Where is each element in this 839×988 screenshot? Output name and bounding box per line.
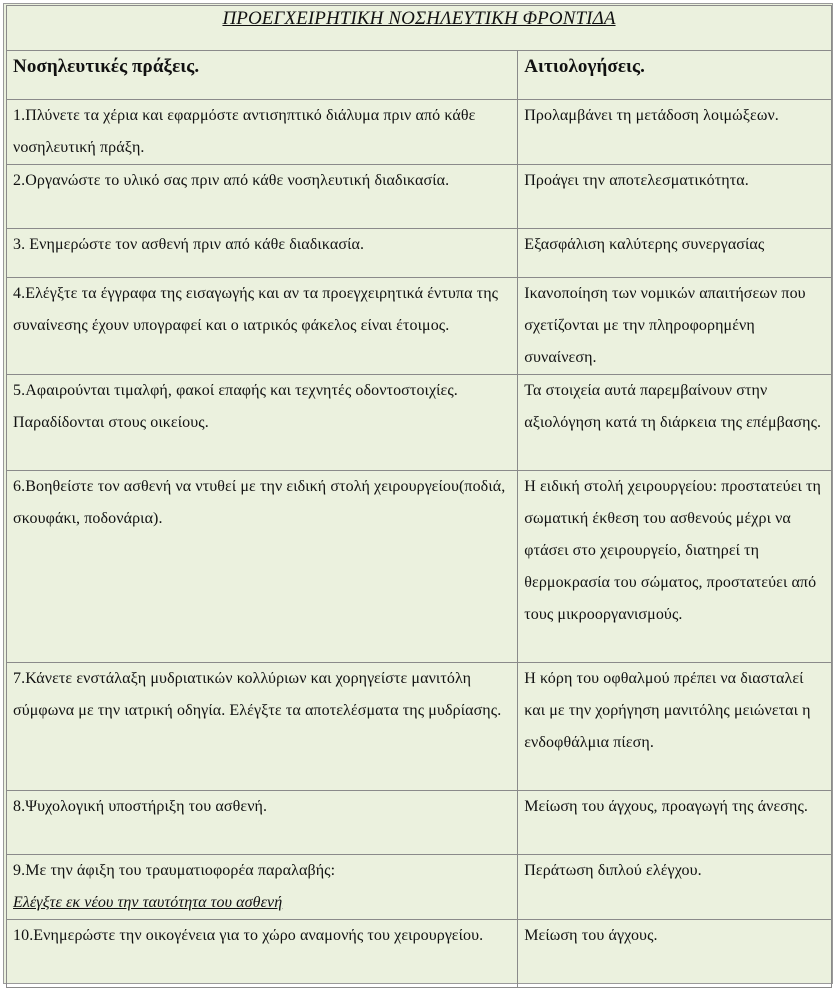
table-row — [7, 100, 832, 165]
action-cell: 6.Βοηθείστε τον ασθενή να ντυθεί με την ειδική στολή χειρουργείου(ποδιά, σκουφάκι, ποδονάρια). — [7, 471, 518, 663]
table-row — [7, 920, 832, 988]
reason-cell: Τα στοιχεία αυτά παρεμβαίνουν στην αξιολόγηση κατά τη διάρκεια της επέμβασης. — [518, 375, 832, 471]
document-sheet — [3, 3, 833, 984]
action-cell: 4.Ελέγξτε τα έγγραφα της εισαγωγής και αν τα προεγχειρητικά έντυπα της συναίνεσης έχουν υπογραφεί και ο ιατρικός φάκελος είναι έτοιμος. — [7, 278, 518, 375]
action-note: Ελέγξτε εκ νέου την ταυτότητα του ασθενή — [13, 894, 283, 911]
header-reasons: Αιτιολογήσεις. — [518, 51, 832, 100]
reason-cell: Μείωση του άγχους, προαγωγή της άνεσης. — [518, 791, 832, 855]
action-cell — [7, 855, 518, 920]
reason-cell: Μείωση του άγχους. — [518, 920, 832, 988]
reason-cell: Η κόρη του οφθαλμού πρέπει να διασταλεί και με την χορήγηση μανιτόλης μειώνεται η ενδοφθάλμια πίεση. — [518, 663, 832, 791]
title-row — [7, 6, 832, 51]
table-row — [7, 278, 832, 375]
page-title: ΠΡΟΕΓΧΕΙΡΗΤΙΚΗ ΝΟΣΗΛΕΥΤΙΚΗ ΦΡΟΝΤΙΔΑ — [222, 8, 616, 29]
reason-cell: Ικανοποίηση των νομικών απαιτήσεων που σχετίζονται με την πληροφορημένη συναίνεση. — [518, 278, 832, 375]
action-text: 9.Με την άφιξη του τραυματιοφορέα παραλαβής: — [13, 862, 336, 879]
table-row — [7, 791, 832, 855]
action-cell: 10.Ενημερώστε την οικογένεια για το χώρο αναμονής του χειρουργείου. — [7, 920, 518, 988]
reason-cell: Προάγει την αποτελεσματικότητα. — [518, 165, 832, 229]
action-cell: 1.Πλύνετε τα χέρια και εφαρμόστε αντισηπτικό διάλυμα πριν από κάθε νοσηλευτική πράξη. — [7, 100, 518, 165]
reason-cell: Περάτωση διπλού ελέγχου. — [518, 855, 832, 920]
table-row — [7, 471, 832, 663]
table-row — [7, 375, 832, 471]
action-cell: 7.Κάνετε ενστάλαξη μυδριατικών κολλύριων και χορηγείστε μανιτόλη σύμφωνα με την ιατρική οδηγία. Ελέγξτε τα αποτελέσματα της μυδρίασης. — [7, 663, 518, 791]
table-row — [7, 663, 832, 791]
header-row — [7, 51, 832, 100]
header-actions: Νοσηλευτικές πράξεις. — [7, 51, 518, 100]
action-cell: 2.Οργανώστε το υλικό σας πριν από κάθε νοσηλευτική διαδικασία. — [7, 165, 518, 229]
table-row — [7, 165, 832, 229]
action-cell: 3. Ενημερώστε τον ασθενή πριν από κάθε διαδικασία. — [7, 229, 518, 278]
table-row — [7, 855, 832, 920]
title-cell — [7, 6, 832, 51]
reason-cell: Η ειδική στολή χειρουργείου: προστατεύει τη σωματική έκθεση του ασθενούς μέχρι να φτάσει στο χειρουργείο, διατηρεί τη θερμοκρασία του σώματος, προστατεύει από τους μικροοργανισμούς. — [518, 471, 832, 663]
reason-cell: Προλαμβάνει τη μετάδοση λοιμώξεων. — [518, 100, 832, 165]
table-row — [7, 229, 832, 278]
action-cell: 8.Ψυχολογική υποστήριξη του ασθενή. — [7, 791, 518, 855]
action-cell: 5.Αφαιρούνται τιμαλφή, φακοί επαφής και τεχνητές οδοντοστοιχίες. Παραδίδονται στους οικείους. — [7, 375, 518, 471]
nursing-care-table — [6, 5, 832, 988]
reason-cell: Εξασφάλιση καλύτερης συνεργασίας — [518, 229, 832, 278]
